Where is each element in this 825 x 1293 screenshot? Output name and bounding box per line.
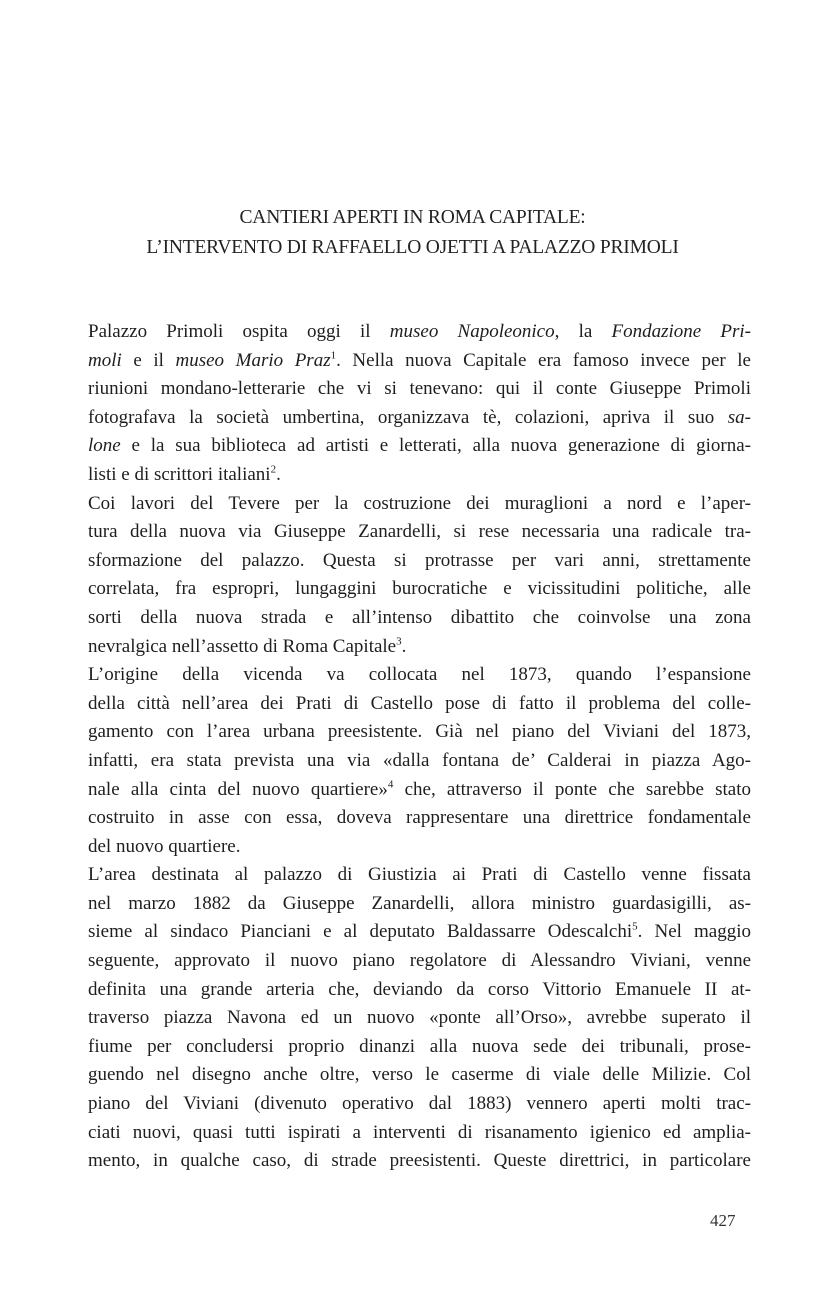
- text-run: della città nell’area dei Prati di Castello pose di fatto il problema del colle-: [88, 692, 751, 714]
- text-run: definita una grande arteria che, deviando da corso Vittorio Emanuele II at-: [88, 978, 751, 1000]
- paragraph: [88, 661, 751, 861]
- text-line: [88, 776, 751, 805]
- text-run: fiume per concludersi proprio dinanzi alla nuova sede dei tribunali, prose-: [88, 1035, 751, 1057]
- text-run: listi e di scrittori italiani: [88, 463, 271, 485]
- text-line: [88, 547, 751, 576]
- italic-text: lone: [88, 435, 121, 457]
- text-run: sorti della nuova strada e all’intenso dibattito che coinvolse una zona: [88, 606, 751, 628]
- text-line: [88, 947, 751, 976]
- paragraph: [88, 490, 751, 662]
- paragraph: [88, 861, 751, 1176]
- title-line-2: L’INTERVENTO DI RAFFAELLO OJETTI A PALAZZO PRIMOLI: [146, 237, 679, 258]
- italic-text: sa-: [727, 406, 751, 428]
- text-line: [88, 461, 751, 490]
- text-line: [88, 633, 751, 662]
- text-line: [88, 1119, 751, 1148]
- text-run: infatti, era stata prevista una via «dalla fontana de’ Calderai in piazza Ago-: [88, 749, 751, 771]
- text-line: [88, 490, 751, 519]
- text-line: [88, 861, 751, 890]
- text-run: . Nella nuova Capitale era famoso invece per le: [336, 349, 751, 371]
- text-line: [88, 661, 751, 690]
- italic-text: museo Mario Praz: [175, 349, 331, 371]
- text-run: ciati nuovi, quasi tutti ispirati a interventi di risanamento igienico ed amplia-: [88, 1121, 751, 1143]
- text-line: [88, 747, 751, 776]
- footnote-ref: 4: [387, 778, 394, 791]
- text-line: [88, 1090, 751, 1119]
- text-line: [88, 918, 751, 947]
- text-run: correlata, fra espropri, lungaggini burocratiche e vicissitudini politiche, alle: [88, 578, 751, 600]
- text-run: L’area destinata al palazzo di Giustizia ai Prati di Castello venne fissata: [88, 864, 751, 886]
- text-line: [88, 890, 751, 919]
- page-number: 427: [710, 1211, 736, 1230]
- footnote-ref: 5: [632, 921, 638, 934]
- text-run: seguente, approvato il nuovo piano regolatore di Alessandro Viviani, venne: [88, 950, 751, 972]
- text-line: [88, 1061, 751, 1090]
- text-line: [88, 347, 751, 376]
- text-line: [88, 375, 751, 404]
- text-line: [88, 432, 751, 461]
- text-run: fotografava la società umbertina, organizzava tè, colazioni, apriva il suo: [88, 406, 728, 428]
- footnote-ref: 3: [396, 635, 402, 648]
- text-run: gamento con l’area urbana preesistente. Già nel piano del Viviani del 1873,: [88, 721, 751, 743]
- article-title: [60, 203, 765, 263]
- text-line: [88, 518, 751, 547]
- text-line: [88, 1004, 751, 1033]
- text-run: tura della nuova via Giuseppe Zanardelli, si rese necessaria una radicale tra-: [88, 521, 751, 543]
- text-run: piano del Viviani (divenuto operativo dal 1883) vennero aperti molti trac-: [88, 1093, 751, 1115]
- text-line: [88, 318, 751, 347]
- text-run: sieme al sindaco Pianciani e al deputato Baldassarre Odescalchi: [88, 921, 633, 943]
- italic-text: museo Napoleonico: [389, 321, 555, 342]
- footnote-ref: 2: [270, 463, 277, 476]
- text-line: [88, 1033, 751, 1062]
- text-run: .: [401, 635, 407, 657]
- italic-text: Fondazione Pri-: [611, 321, 751, 342]
- text-run: nale alla cinta del nuovo quartiere»: [88, 778, 388, 800]
- text-line: [88, 690, 751, 719]
- text-line: [88, 575, 751, 604]
- text-run: mento, in qualche caso, di strade preesistenti. Queste direttrici, in particolare: [88, 1150, 751, 1172]
- text-line: [88, 1147, 751, 1176]
- article-body: [88, 318, 751, 1176]
- text-run: nel marzo 1882 da Giuseppe Zanardelli, allora ministro guardasigilli, as-: [88, 892, 751, 914]
- text-run: Palazzo Primoli ospita oggi il: [88, 321, 390, 342]
- footnote-ref: 1: [330, 349, 337, 362]
- text-run: nevralgica nell’assetto di Roma Capitale: [88, 635, 397, 657]
- text-run: . Nel maggio: [637, 921, 751, 943]
- text-run: .: [276, 463, 281, 485]
- text-line: [88, 976, 751, 1005]
- text-line: [88, 404, 751, 433]
- italic-text: moli: [88, 349, 122, 371]
- text-run: L’origine della vicenda va collocata nel 1873, quando l’espansione: [88, 664, 751, 686]
- text-run: del nuovo quartiere.: [88, 835, 241, 857]
- text-run: e il: [121, 349, 176, 371]
- text-line: [88, 833, 751, 862]
- text-run: sformazione del palazzo. Questa si protrasse per vari anni, strettamente: [88, 549, 751, 571]
- text-line: [88, 604, 751, 633]
- text-run: e la sua biblioteca ad artisti e letterati, alla nuova generazione di giorna-: [120, 435, 751, 457]
- text-run: riunioni mondano-letterarie che vi si tenevano: qui il conte Giuseppe Primoli: [88, 378, 751, 400]
- paragraph: [88, 318, 751, 490]
- text-run: che, attraverso il ponte che sarebbe stato: [393, 778, 751, 800]
- title-line-1: CANTIERI APERTI IN ROMA CAPITALE:: [239, 207, 586, 228]
- text-run: guendo nel disegno anche oltre, verso le caserme di viale delle Milizie. Col: [88, 1064, 751, 1086]
- text-line: [88, 718, 751, 747]
- text-run: traverso piazza Navona ed un nuovo «ponte all’Orso», avrebbe superato il: [88, 1007, 751, 1029]
- text-run: , la: [554, 321, 612, 342]
- text-line: [88, 804, 751, 833]
- text-run: Coi lavori del Tevere per la costruzione dei muraglioni a nord e l’aper-: [88, 492, 751, 514]
- text-run: costruito in asse con essa, doveva rappresentare una direttrice fondamentale: [88, 807, 751, 829]
